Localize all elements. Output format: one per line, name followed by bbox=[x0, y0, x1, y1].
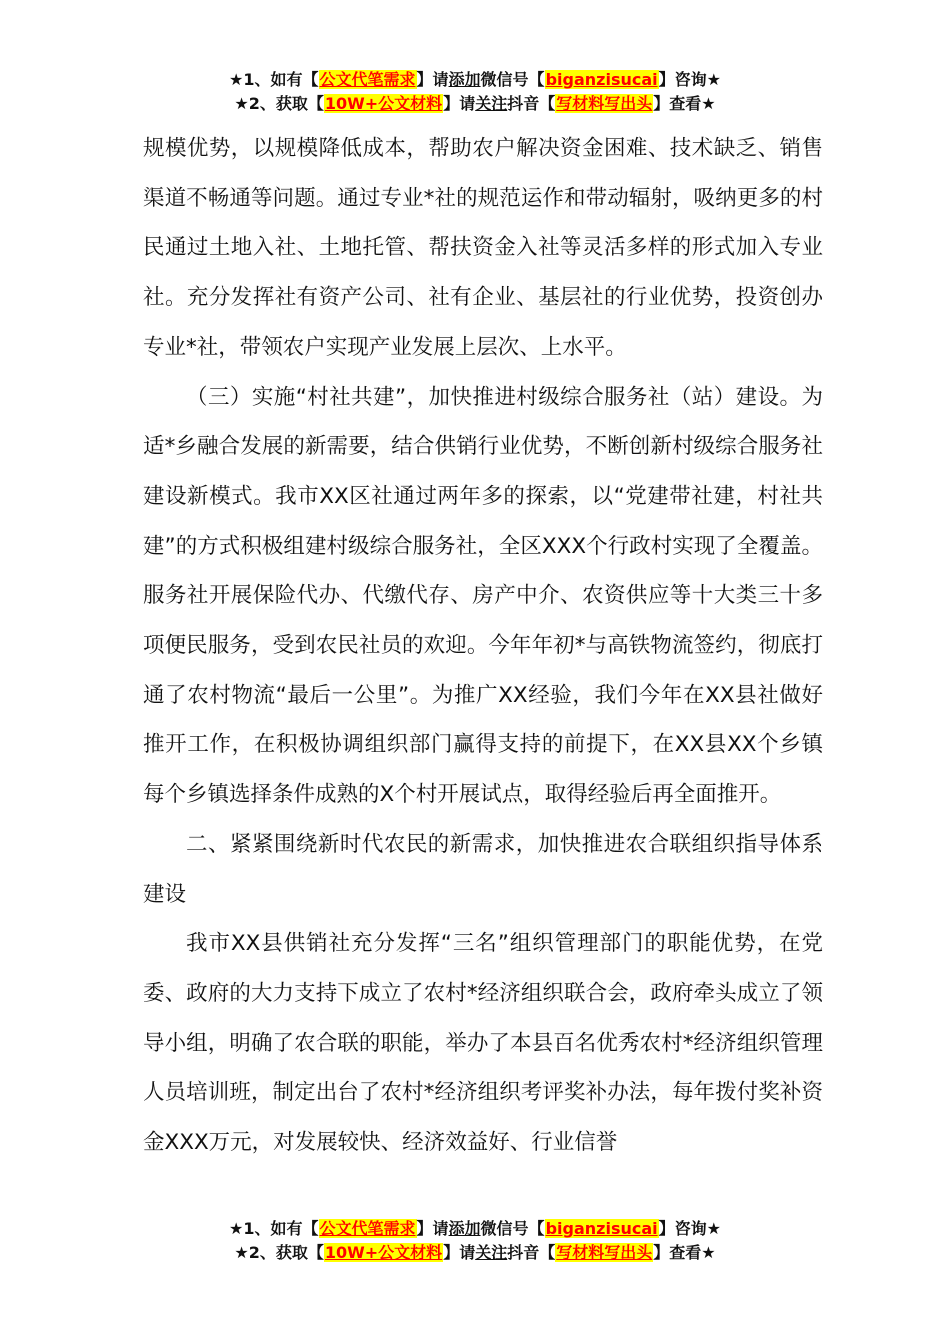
section-heading: 二、紧紧围绕新时代农民的新需求，加快推进农合联组织指导体系建设 bbox=[143, 831, 823, 907]
banner-text: 抖音【 bbox=[507, 94, 556, 113]
highlight-materials: 10W+公文材料 bbox=[324, 1243, 443, 1262]
banner-line-1 bbox=[0, 68, 950, 92]
header-banner bbox=[0, 68, 950, 116]
banner-emphasis: 关注 bbox=[475, 1243, 508, 1262]
banner-emphasis: 添加 bbox=[448, 1219, 481, 1238]
banner-text: 】查看★ bbox=[653, 1243, 716, 1262]
highlight-douyin-account: 写材料写出头 bbox=[556, 1243, 653, 1262]
banner-text: 】咨询★ bbox=[658, 1219, 721, 1238]
banner-text: 】请 bbox=[416, 1219, 449, 1238]
banner-text: 】请 bbox=[416, 70, 449, 89]
highlight-service: 公文代笔需求 bbox=[319, 70, 416, 89]
paragraph-1: 规模优势，以规模降低成本，帮助农户解决资金困难、技术缺乏、销售渠道不畅通等问题。通过专业*社的规范运作和带动辐射，吸纳更多的村民通过土地入社、土地托管、帮扶资金入社等灵活多样的形式加入专业社。充分发挥社有资产公司、社有企业、基层社的行业优势，投资创办专业*社，带领农户实现产业发展上层次、上水平。 bbox=[143, 136, 823, 360]
highlight-wechat-id: biganzisucai bbox=[545, 70, 658, 89]
banner-text: 】咨询★ bbox=[658, 70, 721, 89]
banner-text: 】请 bbox=[443, 94, 476, 113]
highlight-materials: 10W+公文材料 bbox=[324, 94, 443, 113]
document-body bbox=[143, 124, 823, 1168]
banner-text: 】请 bbox=[443, 1243, 476, 1262]
banner-text: 抖音【 bbox=[507, 1243, 556, 1262]
banner-text: ★2、获取【 bbox=[234, 94, 324, 113]
banner-text: ★1、如有【 bbox=[229, 1219, 319, 1238]
banner-line-1 bbox=[0, 1217, 950, 1241]
banner-emphasis: 关注 bbox=[475, 94, 508, 113]
banner-line-2 bbox=[0, 92, 950, 116]
banner-text: 微信号【 bbox=[480, 1219, 545, 1238]
footer-banner bbox=[0, 1217, 950, 1265]
banner-text: 】查看★ bbox=[653, 94, 716, 113]
banner-text: ★2、获取【 bbox=[234, 1243, 324, 1262]
highlight-wechat-id: biganzisucai bbox=[545, 1219, 658, 1238]
banner-line-2 bbox=[0, 1241, 950, 1265]
paragraph-4: 我市XX县供销社充分发挥“三名”组织管理部门的职能优势，在党委、政府的大力支持下成立了农村*经济组织联合会，政府牵头成立了领导小组，明确了农合联的职能，举办了本县百名优秀农村*经济组织管理人员培训班，制定出台了农村*经济组织考评奖补办法，每年拨付奖补资金XXX万元，对发展较快、经济效益好、行业信誉 bbox=[143, 931, 823, 1156]
banner-text: 微信号【 bbox=[480, 70, 545, 89]
paragraph-2: （三）实施“村社共建”，加快推进村级综合服务社（站）建设。为适*乡融合发展的新需要，结合供销行业优势，不断创新村级综合服务社建设新模式。我市XX区社通过两年多的探索，以“党建带社建，村社共建”的方式积极组建村级综合服务社，全区XXX个行政村实现了全覆盖。服务社开展保险代办、代缴代存、房产中介、农资供应等十大类三十多项便民服务，受到农民社员的欢迎。今年年初*与高铁物流签约，彻底打通了农村物流“最后一公里”。为推广XX经验，我们今年在XX县社做好推开工作，在积极协调组织部门赢得支持的前提下，在XX县XX个乡镇每个乡镇选择条件成熟的X个村开展试点，取得经验后再全面推开。 bbox=[143, 384, 823, 808]
highlight-service: 公文代笔需求 bbox=[319, 1219, 416, 1238]
banner-emphasis: 添加 bbox=[448, 70, 481, 89]
banner-text: ★1、如有【 bbox=[229, 70, 319, 89]
highlight-douyin-account: 写材料写出头 bbox=[556, 94, 653, 113]
